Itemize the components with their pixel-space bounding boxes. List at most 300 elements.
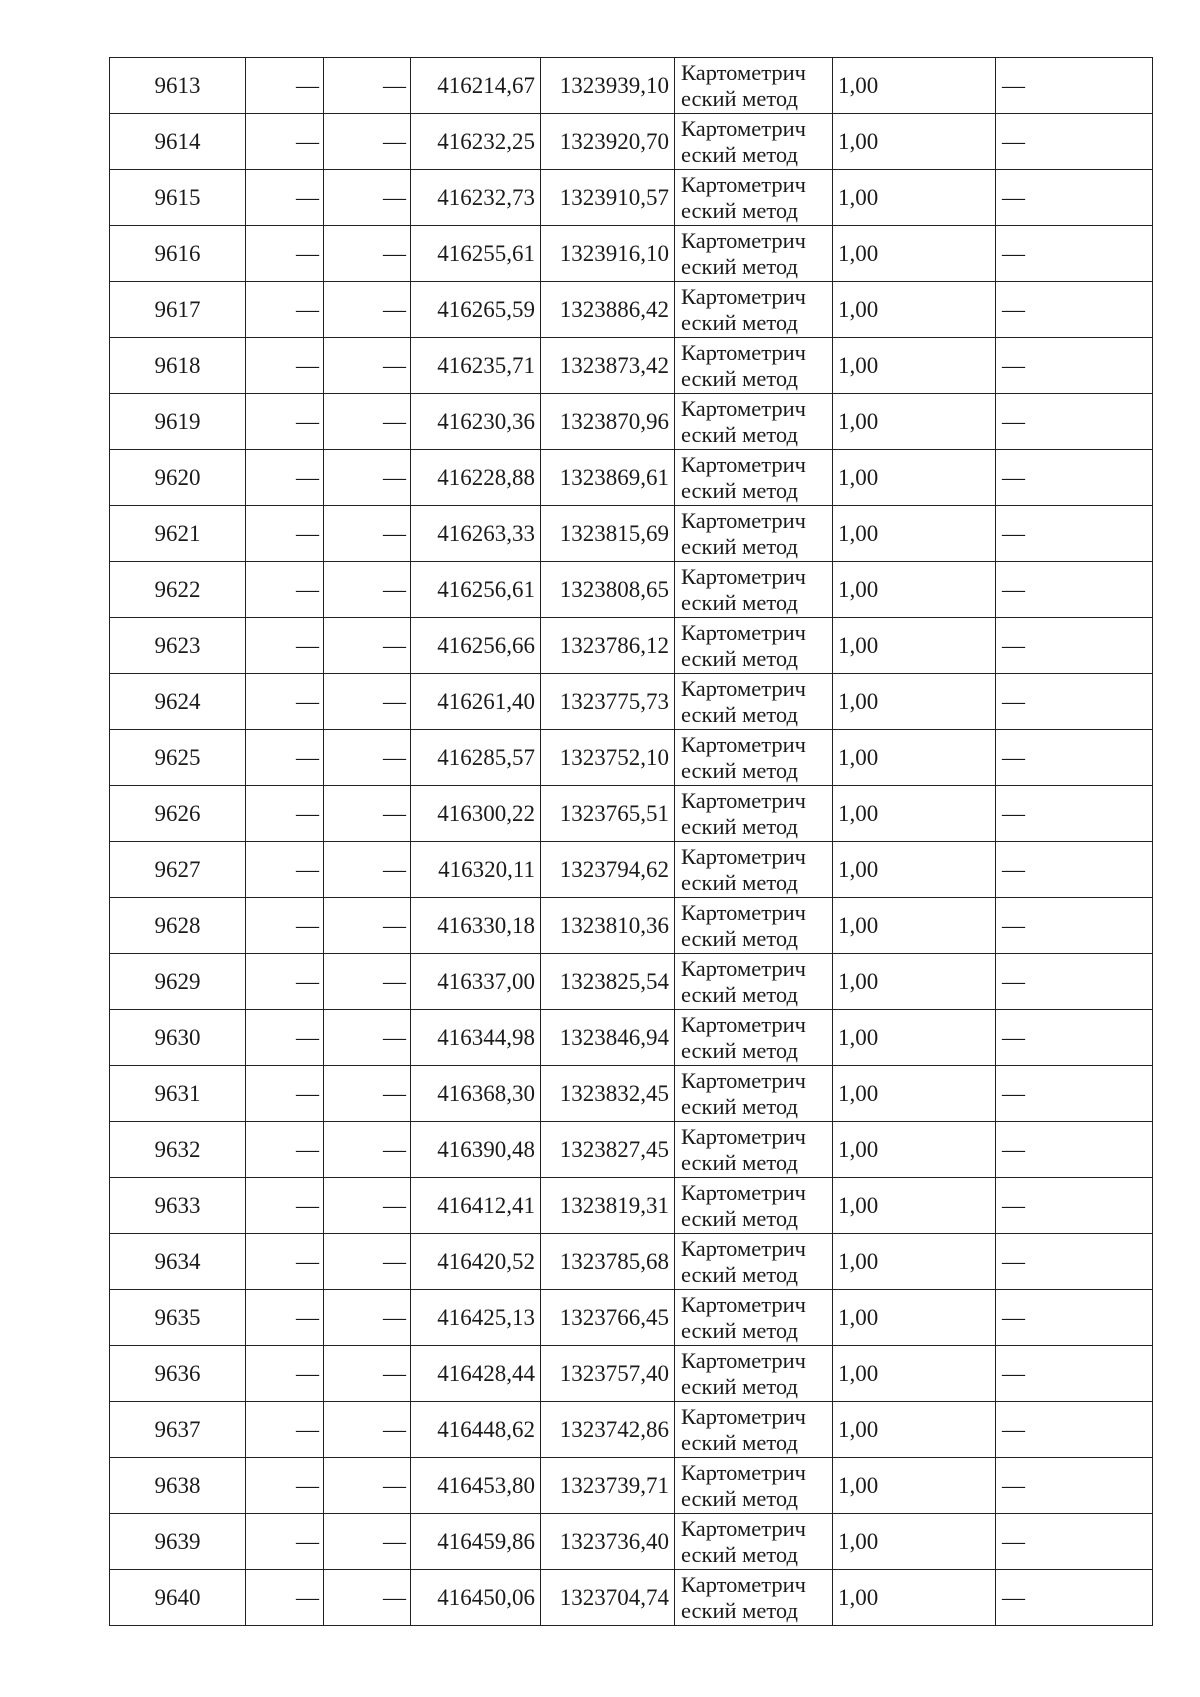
description-cell: —	[996, 226, 1153, 282]
table-row	[110, 226, 1153, 282]
method-text-line: еский метод	[681, 421, 798, 447]
coordinates-table	[109, 57, 1153, 1626]
method-text-line: Картометрич	[681, 1515, 806, 1541]
method-text-line: Картометрич	[681, 507, 806, 533]
point-number-cell: 9621	[110, 506, 246, 562]
y-coordinate-cell: 1323920,70	[541, 114, 675, 170]
description-cell: —	[996, 1346, 1153, 1402]
x-coordinate-cell: 416256,61	[411, 562, 541, 618]
x-coordinate-cell: 416261,40	[411, 674, 541, 730]
method-text-line: Картометрич	[681, 1459, 806, 1485]
accuracy-cell: 1,00	[833, 1514, 996, 1570]
method-text-line: Картометрич	[681, 1347, 806, 1373]
table-row	[110, 1290, 1153, 1346]
description-cell: —	[996, 506, 1153, 562]
table-row	[110, 450, 1153, 506]
y-coordinate-cell: 1323832,45	[541, 1066, 675, 1122]
description-cell: —	[996, 730, 1153, 786]
method-text-line: еский метод	[681, 925, 798, 951]
old-x-cell: —	[246, 1234, 324, 1290]
accuracy-cell: 1,00	[833, 170, 996, 226]
old-y-cell: —	[324, 1346, 411, 1402]
description-cell: —	[996, 394, 1153, 450]
old-y-cell: —	[324, 618, 411, 674]
y-coordinate-cell: 1323910,57	[541, 170, 675, 226]
table-row	[110, 674, 1153, 730]
old-x-cell: —	[246, 1122, 324, 1178]
table-row	[110, 58, 1153, 114]
method-text-line: еский метод	[681, 1149, 798, 1175]
method-text-line: еский метод	[681, 1485, 798, 1511]
x-coordinate-cell: 416320,11	[411, 842, 541, 898]
description-cell: —	[996, 898, 1153, 954]
description-cell: —	[996, 618, 1153, 674]
accuracy-cell: 1,00	[833, 954, 996, 1010]
description-cell: —	[996, 842, 1153, 898]
method-text-line: Картометрич	[681, 1011, 806, 1037]
x-coordinate-cell: 416450,06	[411, 1570, 541, 1626]
point-number-cell: 9637	[110, 1402, 246, 1458]
old-x-cell: —	[246, 786, 324, 842]
description-cell: —	[996, 954, 1153, 1010]
table-row	[110, 1346, 1153, 1402]
method-cell	[675, 786, 833, 842]
method-text-line: еский метод	[681, 253, 798, 279]
method-cell	[675, 1514, 833, 1570]
description-cell: —	[996, 786, 1153, 842]
method-text-line: Картометрич	[681, 731, 806, 757]
old-y-cell: —	[324, 1178, 411, 1234]
old-y-cell: —	[324, 1290, 411, 1346]
method-text-line: еский метод	[681, 365, 798, 391]
table-row	[110, 1402, 1153, 1458]
method-text-line: Картометрич	[681, 1067, 806, 1093]
old-y-cell: —	[324, 1458, 411, 1514]
y-coordinate-cell: 1323886,42	[541, 282, 675, 338]
y-coordinate-cell: 1323873,42	[541, 338, 675, 394]
method-text-line: Картометрич	[681, 1123, 806, 1149]
point-number-cell: 9638	[110, 1458, 246, 1514]
x-coordinate-cell: 416344,98	[411, 1010, 541, 1066]
old-x-cell: —	[246, 954, 324, 1010]
accuracy-cell: 1,00	[833, 1066, 996, 1122]
x-coordinate-cell: 416263,33	[411, 506, 541, 562]
method-text-line: еский метод	[681, 1093, 798, 1119]
method-text-line: еский метод	[681, 1037, 798, 1063]
method-cell	[675, 842, 833, 898]
old-y-cell: —	[324, 170, 411, 226]
y-coordinate-cell: 1323765,51	[541, 786, 675, 842]
method-cell	[675, 674, 833, 730]
method-text-line: Картометрич	[681, 1571, 806, 1597]
point-number-cell: 9635	[110, 1290, 246, 1346]
method-text-line: еский метод	[681, 589, 798, 615]
table-row	[110, 1570, 1153, 1626]
description-cell: —	[996, 282, 1153, 338]
accuracy-cell: 1,00	[833, 58, 996, 114]
old-x-cell: —	[246, 1570, 324, 1626]
description-cell: —	[996, 1122, 1153, 1178]
old-y-cell: —	[324, 1066, 411, 1122]
method-text-line: Картометрич	[681, 1235, 806, 1261]
method-text-line: Картометрич	[681, 59, 806, 85]
x-coordinate-cell: 416459,86	[411, 1514, 541, 1570]
y-coordinate-cell: 1323846,94	[541, 1010, 675, 1066]
old-x-cell: —	[246, 338, 324, 394]
method-text-line: еский метод	[681, 869, 798, 895]
accuracy-cell: 1,00	[833, 898, 996, 954]
old-y-cell: —	[324, 898, 411, 954]
old-x-cell: —	[246, 562, 324, 618]
table-row	[110, 170, 1153, 226]
accuracy-cell: 1,00	[833, 226, 996, 282]
accuracy-cell: 1,00	[833, 786, 996, 842]
table-row	[110, 1234, 1153, 1290]
table-row	[110, 730, 1153, 786]
old-x-cell: —	[246, 1402, 324, 1458]
method-text-line: Картометрич	[681, 283, 806, 309]
old-y-cell: —	[324, 1402, 411, 1458]
accuracy-cell: 1,00	[833, 562, 996, 618]
point-number-cell: 9639	[110, 1514, 246, 1570]
table-row	[110, 898, 1153, 954]
old-x-cell: —	[246, 1514, 324, 1570]
method-text-line: еский метод	[681, 1317, 798, 1343]
x-coordinate-cell: 416232,25	[411, 114, 541, 170]
method-text-line: еский метод	[681, 85, 798, 111]
old-x-cell: —	[246, 282, 324, 338]
method-cell	[675, 1122, 833, 1178]
y-coordinate-cell: 1323704,74	[541, 1570, 675, 1626]
old-x-cell: —	[246, 674, 324, 730]
old-x-cell: —	[246, 1010, 324, 1066]
description-cell: —	[996, 1010, 1153, 1066]
table-row	[110, 618, 1153, 674]
table-row	[110, 954, 1153, 1010]
table-row	[110, 1010, 1153, 1066]
method-text-line: Картометрич	[681, 339, 806, 365]
y-coordinate-cell: 1323786,12	[541, 618, 675, 674]
point-number-cell: 9617	[110, 282, 246, 338]
x-coordinate-cell: 416337,00	[411, 954, 541, 1010]
table-row	[110, 1066, 1153, 1122]
x-coordinate-cell: 416300,22	[411, 786, 541, 842]
description-cell: —	[996, 1458, 1153, 1514]
old-x-cell: —	[246, 506, 324, 562]
point-number-cell: 9624	[110, 674, 246, 730]
method-text-line: еский метод	[681, 1597, 798, 1623]
x-coordinate-cell: 416265,59	[411, 282, 541, 338]
description-cell: —	[996, 1570, 1153, 1626]
description-cell: —	[996, 1402, 1153, 1458]
accuracy-cell: 1,00	[833, 674, 996, 730]
method-cell	[675, 226, 833, 282]
old-y-cell: —	[324, 1234, 411, 1290]
point-number-cell: 9631	[110, 1066, 246, 1122]
table-row	[110, 114, 1153, 170]
y-coordinate-cell: 1323775,73	[541, 674, 675, 730]
x-coordinate-cell: 416448,62	[411, 1402, 541, 1458]
point-number-cell: 9618	[110, 338, 246, 394]
method-text-line: еский метод	[681, 1373, 798, 1399]
method-cell	[675, 1458, 833, 1514]
old-y-cell: —	[324, 394, 411, 450]
accuracy-cell: 1,00	[833, 394, 996, 450]
point-number-cell: 9615	[110, 170, 246, 226]
description-cell: —	[996, 338, 1153, 394]
table-row	[110, 506, 1153, 562]
point-number-cell: 9625	[110, 730, 246, 786]
old-x-cell: —	[246, 730, 324, 786]
accuracy-cell: 1,00	[833, 1178, 996, 1234]
x-coordinate-cell: 416230,36	[411, 394, 541, 450]
old-y-cell: —	[324, 114, 411, 170]
point-number-cell: 9627	[110, 842, 246, 898]
method-cell	[675, 450, 833, 506]
y-coordinate-cell: 1323736,40	[541, 1514, 675, 1570]
method-cell	[675, 1066, 833, 1122]
point-number-cell: 9616	[110, 226, 246, 282]
method-text-line: Картометрич	[681, 451, 806, 477]
description-cell: —	[996, 1178, 1153, 1234]
old-y-cell: —	[324, 1514, 411, 1570]
method-text-line: Картометрич	[681, 1403, 806, 1429]
y-coordinate-cell: 1323742,86	[541, 1402, 675, 1458]
old-x-cell: —	[246, 1290, 324, 1346]
y-coordinate-cell: 1323819,31	[541, 1178, 675, 1234]
method-cell	[675, 506, 833, 562]
old-x-cell: —	[246, 1178, 324, 1234]
y-coordinate-cell: 1323810,36	[541, 898, 675, 954]
old-x-cell: —	[246, 394, 324, 450]
x-coordinate-cell: 416228,88	[411, 450, 541, 506]
old-y-cell: —	[324, 674, 411, 730]
old-y-cell: —	[324, 58, 411, 114]
point-number-cell: 9630	[110, 1010, 246, 1066]
old-y-cell: —	[324, 282, 411, 338]
old-x-cell: —	[246, 1458, 324, 1514]
x-coordinate-cell: 416214,67	[411, 58, 541, 114]
method-cell	[675, 1010, 833, 1066]
x-coordinate-cell: 416428,44	[411, 1346, 541, 1402]
table-row	[110, 786, 1153, 842]
x-coordinate-cell: 416256,66	[411, 618, 541, 674]
method-cell	[675, 618, 833, 674]
method-cell	[675, 58, 833, 114]
method-cell	[675, 394, 833, 450]
point-number-cell: 9623	[110, 618, 246, 674]
point-number-cell: 9613	[110, 58, 246, 114]
old-x-cell: —	[246, 898, 324, 954]
old-x-cell: —	[246, 114, 324, 170]
method-text-line: еский метод	[681, 813, 798, 839]
y-coordinate-cell: 1323808,65	[541, 562, 675, 618]
old-y-cell: —	[324, 450, 411, 506]
method-text-line: Картометрич	[681, 843, 806, 869]
description-cell: —	[996, 674, 1153, 730]
point-number-cell: 9636	[110, 1346, 246, 1402]
table-row	[110, 842, 1153, 898]
old-x-cell: —	[246, 226, 324, 282]
accuracy-cell: 1,00	[833, 842, 996, 898]
description-cell: —	[996, 170, 1153, 226]
x-coordinate-cell: 416255,61	[411, 226, 541, 282]
accuracy-cell: 1,00	[833, 730, 996, 786]
method-text-line: еский метод	[681, 533, 798, 559]
method-text-line: еский метод	[681, 477, 798, 503]
method-text-line: еский метод	[681, 1429, 798, 1455]
method-text-line: Картометрич	[681, 899, 806, 925]
method-text-line: Картометрич	[681, 787, 806, 813]
table-row	[110, 1178, 1153, 1234]
description-cell: —	[996, 58, 1153, 114]
description-cell: —	[996, 1066, 1153, 1122]
x-coordinate-cell: 416232,73	[411, 170, 541, 226]
y-coordinate-cell: 1323757,40	[541, 1346, 675, 1402]
method-text-line: еский метод	[681, 309, 798, 335]
old-y-cell: —	[324, 1010, 411, 1066]
old-x-cell: —	[246, 618, 324, 674]
x-coordinate-cell: 416285,57	[411, 730, 541, 786]
point-number-cell: 9614	[110, 114, 246, 170]
old-y-cell: —	[324, 1570, 411, 1626]
accuracy-cell: 1,00	[833, 1458, 996, 1514]
accuracy-cell: 1,00	[833, 338, 996, 394]
y-coordinate-cell: 1323939,10	[541, 58, 675, 114]
method-cell	[675, 1570, 833, 1626]
x-coordinate-cell: 416412,41	[411, 1178, 541, 1234]
point-number-cell: 9628	[110, 898, 246, 954]
method-text-line: еский метод	[681, 1541, 798, 1567]
description-cell: —	[996, 114, 1153, 170]
y-coordinate-cell: 1323766,45	[541, 1290, 675, 1346]
point-number-cell: 9620	[110, 450, 246, 506]
y-coordinate-cell: 1323825,54	[541, 954, 675, 1010]
accuracy-cell: 1,00	[833, 1346, 996, 1402]
method-text-line: Картометрич	[681, 1291, 806, 1317]
y-coordinate-cell: 1323739,71	[541, 1458, 675, 1514]
table-row	[110, 338, 1153, 394]
accuracy-cell: 1,00	[833, 506, 996, 562]
accuracy-cell: 1,00	[833, 1234, 996, 1290]
old-y-cell: —	[324, 338, 411, 394]
old-x-cell: —	[246, 58, 324, 114]
method-text-line: еский метод	[681, 141, 798, 167]
description-cell: —	[996, 562, 1153, 618]
method-text-line: еский метод	[681, 645, 798, 671]
y-coordinate-cell: 1323815,69	[541, 506, 675, 562]
accuracy-cell: 1,00	[833, 114, 996, 170]
accuracy-cell: 1,00	[833, 618, 996, 674]
method-cell	[675, 954, 833, 1010]
method-cell	[675, 282, 833, 338]
y-coordinate-cell: 1323870,96	[541, 394, 675, 450]
method-cell	[675, 338, 833, 394]
method-text-line: еский метод	[681, 197, 798, 223]
table-row	[110, 1122, 1153, 1178]
old-y-cell: —	[324, 842, 411, 898]
y-coordinate-cell: 1323785,68	[541, 1234, 675, 1290]
description-cell: —	[996, 1234, 1153, 1290]
x-coordinate-cell: 416425,13	[411, 1290, 541, 1346]
old-x-cell: —	[246, 170, 324, 226]
point-number-cell: 9622	[110, 562, 246, 618]
table-row	[110, 282, 1153, 338]
accuracy-cell: 1,00	[833, 1402, 996, 1458]
accuracy-cell: 1,00	[833, 450, 996, 506]
method-text-line: Картометрич	[681, 171, 806, 197]
x-coordinate-cell: 416330,18	[411, 898, 541, 954]
method-text-line: Картометрич	[681, 1179, 806, 1205]
method-cell	[675, 1346, 833, 1402]
old-y-cell: —	[324, 226, 411, 282]
method-cell	[675, 170, 833, 226]
method-text-line: Картометрич	[681, 395, 806, 421]
old-y-cell: —	[324, 562, 411, 618]
old-y-cell: —	[324, 954, 411, 1010]
description-cell: —	[996, 450, 1153, 506]
point-number-cell: 9626	[110, 786, 246, 842]
point-number-cell: 9629	[110, 954, 246, 1010]
y-coordinate-cell: 1323869,61	[541, 450, 675, 506]
accuracy-cell: 1,00	[833, 1570, 996, 1626]
old-x-cell: —	[246, 842, 324, 898]
point-number-cell: 9640	[110, 1570, 246, 1626]
point-number-cell: 9633	[110, 1178, 246, 1234]
old-y-cell: —	[324, 730, 411, 786]
method-cell	[675, 114, 833, 170]
table-body	[110, 58, 1153, 1626]
y-coordinate-cell: 1323752,10	[541, 730, 675, 786]
old-y-cell: —	[324, 786, 411, 842]
method-cell	[675, 1178, 833, 1234]
old-y-cell: —	[324, 506, 411, 562]
point-number-cell: 9632	[110, 1122, 246, 1178]
table-row	[110, 1514, 1153, 1570]
method-text-line: Картометрич	[681, 227, 806, 253]
old-x-cell: —	[246, 1066, 324, 1122]
x-coordinate-cell: 416390,48	[411, 1122, 541, 1178]
old-y-cell: —	[324, 1122, 411, 1178]
method-text-line: Картометрич	[681, 563, 806, 589]
table-row	[110, 394, 1153, 450]
method-cell	[675, 898, 833, 954]
old-x-cell: —	[246, 1346, 324, 1402]
method-cell	[675, 730, 833, 786]
method-cell	[675, 1290, 833, 1346]
method-cell	[675, 1402, 833, 1458]
method-text-line: еский метод	[681, 1261, 798, 1287]
method-text-line: еский метод	[681, 701, 798, 727]
old-x-cell: —	[246, 450, 324, 506]
point-number-cell: 9634	[110, 1234, 246, 1290]
point-number-cell: 9619	[110, 394, 246, 450]
method-text-line: Картометрич	[681, 955, 806, 981]
accuracy-cell: 1,00	[833, 1122, 996, 1178]
method-cell	[675, 1234, 833, 1290]
y-coordinate-cell: 1323827,45	[541, 1122, 675, 1178]
accuracy-cell: 1,00	[833, 1290, 996, 1346]
method-text-line: еский метод	[681, 1205, 798, 1231]
method-text-line: Картометрич	[681, 115, 806, 141]
description-cell: —	[996, 1514, 1153, 1570]
method-text-line: Картометрич	[681, 619, 806, 645]
accuracy-cell: 1,00	[833, 282, 996, 338]
y-coordinate-cell: 1323916,10	[541, 226, 675, 282]
accuracy-cell: 1,00	[833, 1010, 996, 1066]
method-text-line: еский метод	[681, 981, 798, 1007]
x-coordinate-cell: 416453,80	[411, 1458, 541, 1514]
